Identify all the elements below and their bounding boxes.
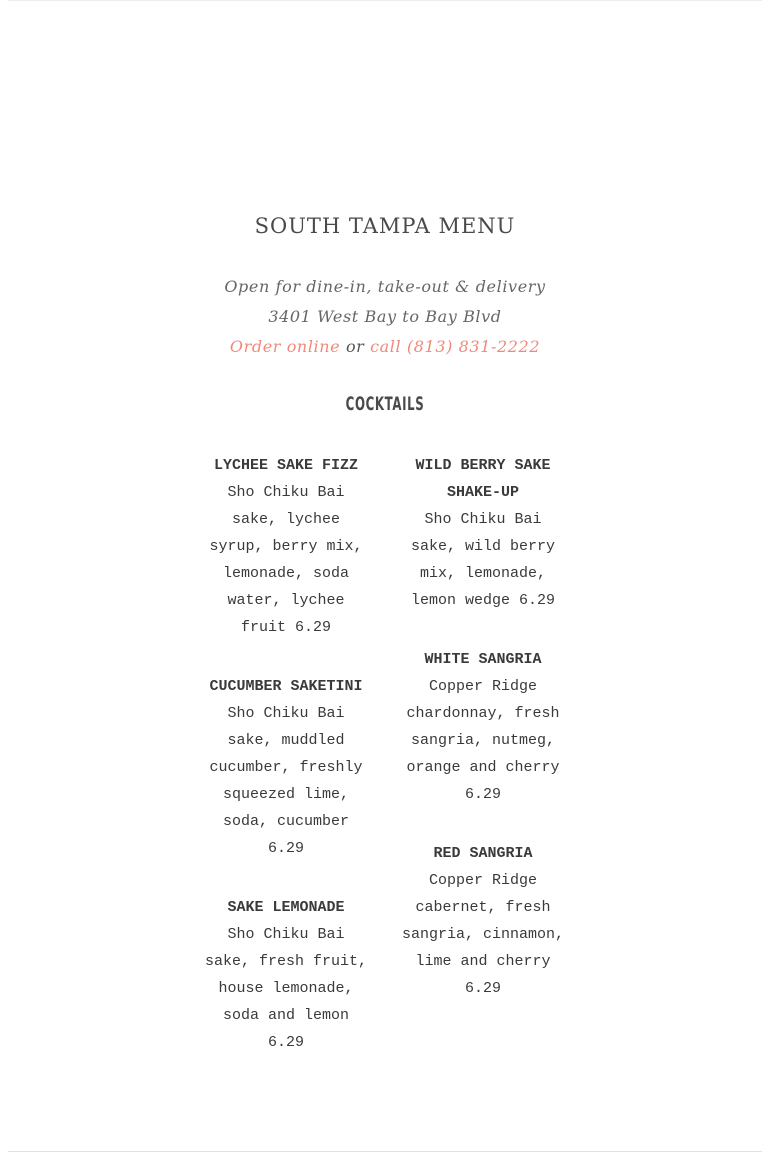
menu-item-description: Sho Chiku Bai sake, muddled cucumber, freshly squeezed lime, soda, cucumber 6.29 [209,705,363,857]
menu-item-description: Sho Chiku Bai sake, lychee syrup, berry mix, lemonade, soda water, lychee fruit 6.29 [209,484,363,636]
call-phone-link[interactable]: call (813) 831-2222 [370,337,541,356]
menu-item-description: Sho Chiku Bai sake, fresh fruit, house lemonade, soda and lemon 6.29 [204,926,368,1051]
menu-item-name: LYCHEE SAKE FIZZ [213,457,359,474]
menu-column-left [204,452,368,1088]
menu-item-name: WHITE SANGRIA [424,651,542,668]
menu-item [204,894,368,1056]
menu-item-description: Sho Chiku Bai sake, wild berry mix, lemonade, lemon wedge 6.29 [410,511,556,609]
menu-item [400,840,566,1002]
menu-item-description: Copper Ridge cabernet, fresh sangria, cinnamon, lime and cherry 6.29 [401,872,565,997]
menu-item-description: Copper Ridge chardonnay, fresh sangria, nutmeg, orange and cherry 6.29 [406,678,560,803]
menu-item [204,452,368,641]
menu-item [400,452,566,614]
order-online-link[interactable]: Order online [229,337,341,356]
hours-text: Open for dine-in, take-out & delivery [224,277,546,296]
menu-item-name: RED SANGRIA [433,845,533,862]
menu-item [204,673,368,862]
or-text: or [345,337,365,356]
section-title-cocktails: COCKTAILS [345,393,425,415]
menu-item [400,646,566,808]
menu-item-name: SAKE LEMONADE [227,899,345,916]
menu-column-right [400,452,566,1034]
bottom-divider [8,1151,762,1152]
menu-item-name: CUCUMBER SAKETINI [209,678,363,695]
order-line [0,337,770,357]
top-divider [8,0,762,1]
menu-item-name: WILD BERRY SAKE SHAKE-UP [415,457,551,501]
address-text: 3401 West Bay to Bay Blvd [268,307,502,326]
page-title: SOUTH TAMPA MENU [254,214,516,238]
